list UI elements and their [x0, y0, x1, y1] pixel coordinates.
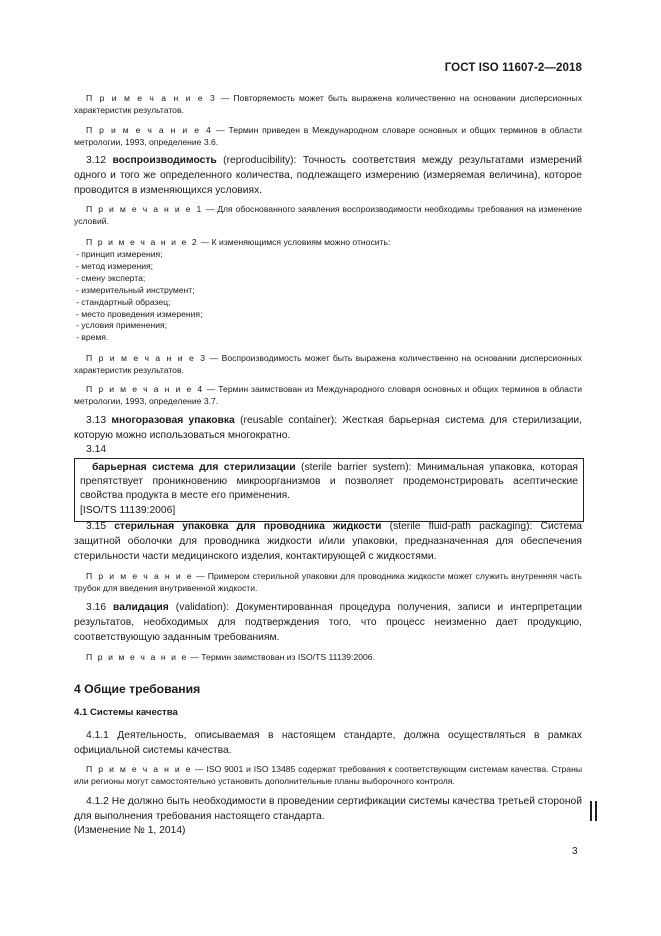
note-text: — Примером стерильной упаковки для проводника жидкости может служить внутренняя часть трубок для введения внутривенной жидкости.	[74, 571, 583, 593]
definition-3-14-box	[74, 458, 584, 522]
note-fluid-path	[74, 570, 582, 594]
note-label: П р и м е ч а н и е 3	[86, 353, 207, 363]
list-item: - условия применения;	[76, 320, 168, 331]
page-number: 3	[572, 846, 578, 857]
note-text: — Термин заимствован из ISO/TS 11139:2006.	[187, 652, 375, 662]
definition-3-16	[74, 601, 582, 645]
clause-number-3-14: 3.14	[86, 444, 107, 455]
definition-3-13	[74, 414, 582, 444]
note-label: П р и м е ч а н и е 4	[86, 384, 204, 394]
definition-text: (validation): Документированная процедура получения, записи и интерпретации результатов, необходимых для подтверждения того, что процесс неизменно дает продукцию, соответствующую заданным требованиям.	[74, 602, 582, 643]
change-bar-marker	[590, 801, 600, 821]
amendment-note: (Изменение № 1, 2014)	[74, 825, 186, 836]
term: стерильная упаковка для проводника жидкости	[114, 521, 382, 532]
list-item: - стандартный образец;	[76, 296, 171, 307]
note-text: — Термин заимствован из Международного словаря основных и общих терминов в области метрологии, 1993, определение 3.7.	[74, 384, 582, 406]
note-text: — К изменяющимся условиям можно относить:	[198, 237, 391, 247]
clause-number: 3.16	[86, 602, 114, 613]
definition-3-12	[74, 154, 582, 198]
note-repeatability-3	[74, 92, 582, 116]
paragraph-4-1-2: 4.1.2 Не должно быть необходимости в проведении сертификации системы качества третьей стороной для выполнения требования настоящего стандарта.	[74, 796, 582, 822]
list-item: - смену эксперта;	[76, 272, 146, 283]
note-label: П р и м е ч а н и е 4	[86, 125, 213, 135]
list-item: - место проведения измерения;	[76, 308, 203, 319]
note-label: П р и м е ч а н и е	[86, 764, 193, 774]
note-label: П р и м е ч а н и е	[86, 652, 188, 662]
list-item: - метод измерения;	[76, 260, 154, 271]
clause-number: 3.13	[86, 415, 112, 426]
term: многоразовая упаковка	[111, 415, 235, 426]
note-text: — Термин приведен в Международном словаре основных и общих терминов в области метрологии, 1993, определение 3.6.	[74, 125, 582, 147]
clause-number: 3.12	[86, 155, 113, 166]
note-label: П р и м е ч а н и е	[86, 571, 194, 581]
clause-number: 3.15	[86, 521, 115, 532]
term: барьерная система для стерилизации	[92, 462, 296, 473]
list-item: - измерительный инструмент;	[76, 284, 195, 295]
conditions-list	[76, 249, 584, 344]
note-label: П р и м е ч а н и е 1	[86, 204, 203, 214]
note-text: — Воспроизводимость может быть выражена количественно на основании дисперсионных характеристик результатов.	[74, 353, 582, 375]
note-quality-systems	[74, 763, 582, 787]
note-label: П р и м е ч а н и е 3	[86, 93, 217, 103]
document-header: ГОСТ ISO 11607-2—2018	[444, 62, 582, 74]
note-reproducibility-4	[74, 383, 582, 407]
note-validation	[74, 651, 582, 663]
note-repeatability-4	[74, 124, 582, 148]
note-text: — ISO 9001 и ISO 13485 содержат требования к соответствующим системам качества. Страны или регионы могут самостоятельно установить дополнительные планы выборочного контроля.	[74, 764, 582, 786]
reference: [ISO/TS 11139:2006]	[80, 504, 176, 516]
definition-text: (sterile barrier system): Минимальная упаковка, которая препятствует проникновению микроорганизмов и позволяет продемонстрировать асептические свойства продукта в месте его применения.	[80, 462, 578, 502]
paragraph-4-1-1: 4.1.1 Деятельность, описываемая в настоящем стандарте, должна осуществляться в рамках официальной системы качества.	[74, 730, 582, 756]
note-text: — Для обоснованного заявления воспроизводимости необходимы требования на изменение условий.	[74, 204, 582, 226]
section-title: 4 Общие требования	[74, 682, 201, 696]
term: воспроизводимость	[112, 155, 217, 166]
list-item: - время.	[76, 332, 109, 343]
note-reproducibility-3	[74, 352, 582, 376]
note-label: П р и м е ч а н и е 2	[86, 237, 199, 247]
term: валидация	[113, 602, 169, 613]
list-item: - принцип измерения;	[76, 249, 163, 259]
note-text: — Повторяемость может быть выражена количественно на основании дисперсионных характеристик результатов.	[74, 93, 582, 115]
note-reproducibility-1	[74, 203, 582, 227]
definition-text: (reusable container): Жесткая барьерная система для стерилизации, которую можно использоваться многократно.	[74, 415, 583, 441]
definition-text: (reproducibility): Точность соответствия между результатами измерений одного и того же определенного количества, подлежащего измерению (измеряемая величина), которое проводится в изменяющихся условиях.	[74, 155, 582, 196]
subsection-title: 4.1 Системы качества	[74, 707, 178, 718]
definition-3-15	[74, 520, 582, 564]
note-reproducibility-2	[74, 236, 582, 248]
definition-text: (sterile fluid-path packaging): Система защитной оболочки для проводника жидкости и/или упаковки, предназначенная для обеспечения стерильности части медицинского изделия, контактирующей с жидкостями.	[74, 521, 582, 562]
